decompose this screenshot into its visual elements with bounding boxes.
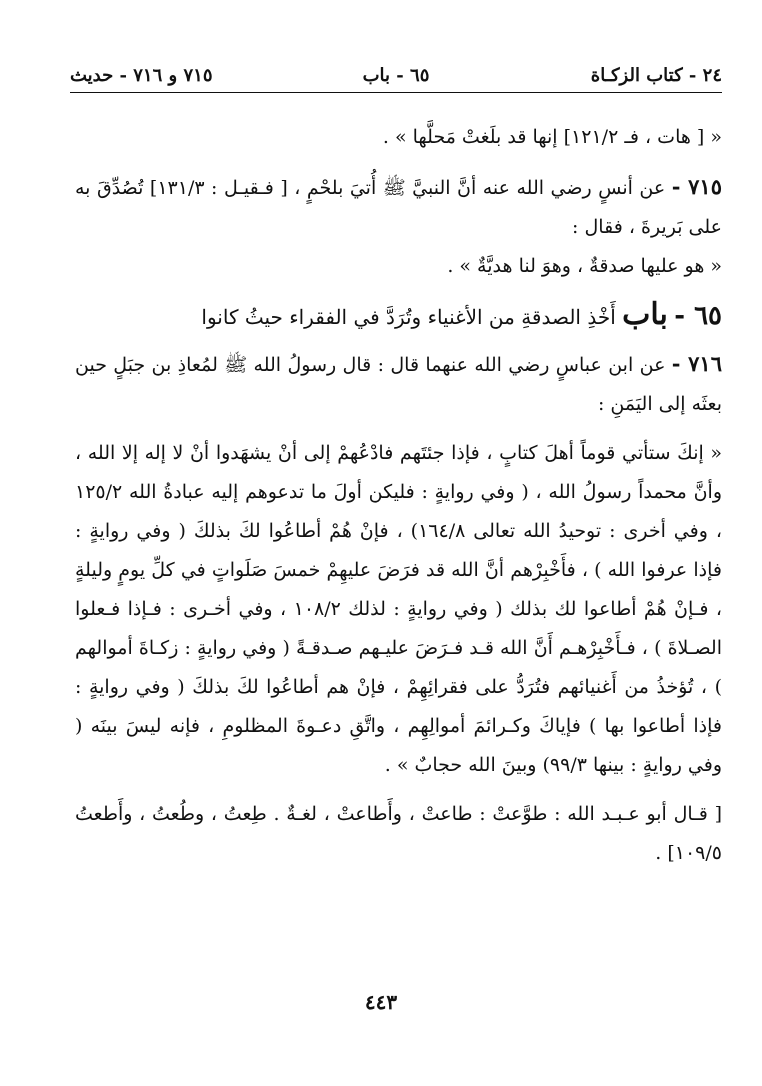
chapter-title [75, 292, 722, 340]
header-chapter: ٢٤ - كتاب الزكـاة [590, 64, 722, 86]
editor-note: [ قـال أبو عـبـد الله : طوَّعتْ : طاعتْ ، وأَطاعتْ ، لغـةٌ . طِعتُ ، وطُعتُ ، وأَطعتُ ١٠٩/٥] . [75, 803, 722, 864]
header-hadith-range: ٧١٥ و ٧١٦ - حديث [70, 64, 213, 86]
header-section: ٦٥ - باب [362, 64, 430, 86]
chapter-word: باب [622, 297, 668, 332]
page-body [75, 118, 722, 873]
hadith-number: ٧١٥ - [671, 174, 722, 199]
continuation-line: « [ هات ، فـ ١٢١/٢] إنها قد بلَغتْ مَحلَّها » . [382, 126, 722, 148]
hadith-716-quote: « إنكَ ستأتي قوماً أهلَ كتابٍ ، فإذا جئتَهم فادْعُهمْ إلى أنْ يشهَدوا أنْ لا إله إلا الله ، وأنَّ محمداً رسولُ الله ، ( وفي روايةٍ : فليكن أولَ ما تدعوهم إليه عبادةُ الله ١٢٥/٢ ، وفي أخرى : توحيدُ الله تعالى ١٦٤/٨) ، فإنْ هُمْ أطاعُوا لكَ بذلكَ ( وفي روايةٍ : فإذا عرفوا الله ) ، فأَخْبِرْهم أنَّ الله قد فرَضَ عليهِمْ خمسَ صَلَواتٍ في كلِّ يومٍ وليلةٍ ، فـإنْ هُمْ أطاعوا لك بذلك ( وفي روايةٍ : لذلك ١٠٨/٢ ، وفي أخـرى : فـإذا فـعلوا الصـلاةَ ) ، فـأَخْبِرْهـم أَنَّ الله قـد فـرَضَ عليـهم صـدقـةً ( وفي روايةٍ : زكـاةَ أموالهم ) ، تُؤخذُ من أَغنيائهم فتُرَدُّ على فقرائِهِمْ ، فإنْ هم أطاعُوا لكَ بذلكَ ( وفي روايةٍ : فإذا أطاعوا بها ) فإياكَ وكـرائمَ أموالِهِم ، واتَّقِ دعـوةَ المظلومِ ، فإنه ليسَ بينَه ( وفي روايةٍ : بينها ٩٩/٣) وبينَ الله حجابٌ » . [75, 442, 723, 776]
hadith-number: ٧١٦ - [671, 351, 722, 376]
page-number: ٤٤٣ [364, 990, 398, 1014]
running-header [70, 58, 722, 92]
header-divider [70, 92, 722, 93]
hadith-text: عن أنسٍ رضي الله عنه أنَّ النبيَّ ﷺ أُتيَ بلحْمٍ ، [ فـقيـل : ١٣١/٣] تُصُدِّقَ به على بَريرةَ ، فقال : [75, 177, 722, 238]
chapter-number: ٦٥ - [674, 301, 722, 331]
hadith-715-quote: « هو عليها صدقةٌ ، وهوَ لنا هديَّةٌ » . [447, 255, 722, 277]
chapter-heading-text: أَخْذِ الصدقةِ من الأغنياء وتُرَدَّ في الفقراء حيثُ كانوا [201, 305, 616, 329]
hadith-715 [75, 167, 722, 247]
hadith-716 [75, 344, 722, 424]
hadith-text: عن ابن عباسٍ رضي الله عنهما قال : قال رسولُ الله ﷺ لمُعاذِ بن جبَلٍ حين بعثَه إلى اليَمَنِ : [75, 354, 722, 415]
